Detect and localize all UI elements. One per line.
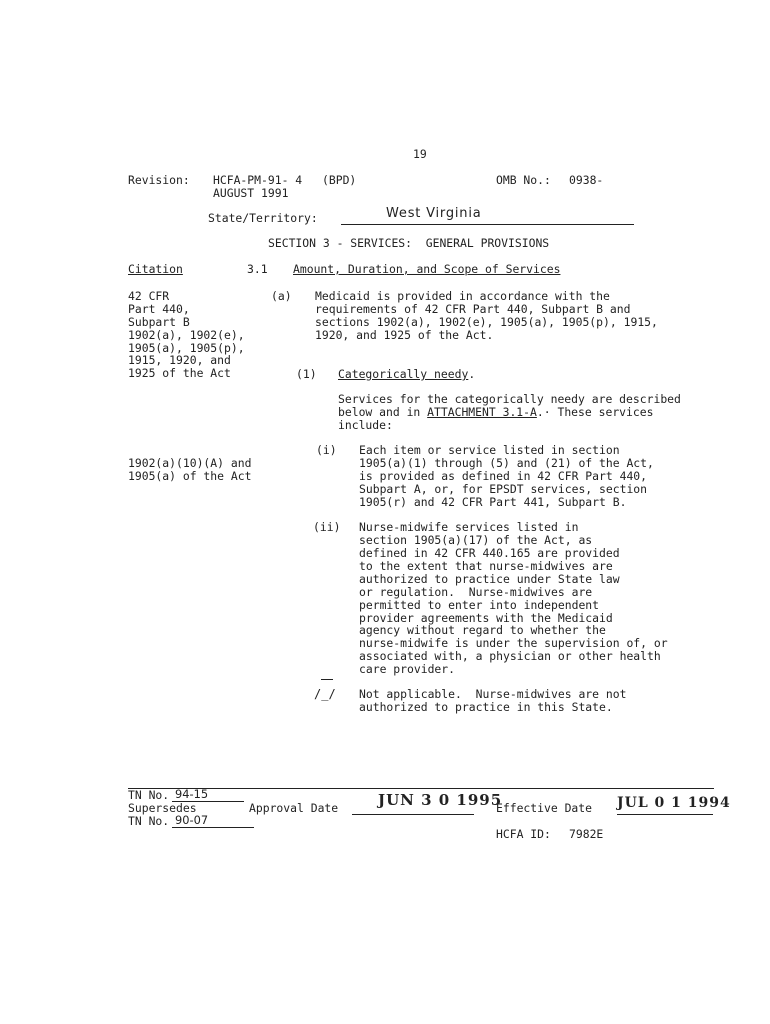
item-ii-line: Nurse-midwife services listed in [359, 520, 579, 534]
item-1-heading-wrap [338, 368, 475, 381]
item-1-heading-end: . [468, 367, 476, 381]
omb-label: OMB No.: [496, 173, 551, 187]
subsection-number: 3.1 [247, 262, 268, 276]
item-a-line: requirements of 42 CFR Part 440, Subpart B and [315, 302, 631, 316]
subsection-title: Amount, Duration, and Scope of Services [293, 262, 561, 276]
item-1-intro-line2 [338, 406, 653, 419]
not-applicable-checkbox: /_/ [314, 687, 336, 701]
citation-line: 1902(a), 1902(e), [128, 328, 245, 342]
citation-line: 1905(a), 1905(p), [128, 341, 245, 355]
item-ii-line: defined in 42 CFR 440.165 are provided [359, 546, 620, 560]
tn-label: TN No. [128, 788, 170, 802]
hcfa-id-label: HCFA ID: [496, 827, 551, 841]
citation-line: 42 CFR [128, 289, 170, 303]
bpd-label: (BPD) [322, 173, 357, 187]
citation-line: Part 440, [128, 302, 190, 316]
item-i-line: Each item or service listed in section [359, 443, 620, 457]
approval-label: Approval Date [249, 801, 339, 815]
approval-stamp: JUN 3 0 1995 [378, 791, 503, 809]
item-ii-marker: (ii) [313, 520, 341, 534]
item-1-intro-line3: include: [338, 418, 393, 432]
item-ii-line: to the extent that nurse-midwives are [359, 559, 613, 573]
revision-label: Revision: [128, 173, 190, 187]
effective-stamp: JUL 0 1 1994 [617, 795, 731, 811]
approval-underline [352, 814, 474, 815]
tn2-value: 90-07 [175, 813, 209, 827]
footer-rule [128, 788, 714, 789]
item-i-line: 1905(r) and 42 CFR Part 441, Subpart B. [359, 495, 627, 509]
effective-label: Effective Date [496, 801, 593, 815]
supersedes-label: Supersedes [128, 801, 197, 815]
item-i-line: is provided as defined in 42 CFR Part 440, [359, 469, 648, 483]
tn2-value-underline [172, 827, 254, 828]
revision-date: AUGUST 1991 [213, 186, 289, 200]
citation-line: 1925 of the Act [128, 366, 231, 380]
item-a-line: 1920, and 1925 of the Act. [315, 328, 494, 342]
item-ii-line: associated with, a physician or other health [359, 649, 661, 663]
item-i-line: Subpart A, or, for EPSDT services, section [359, 482, 648, 496]
item-ii-line: provider agreements with the Medicaid [359, 611, 613, 625]
hcfa-id-value: 7982E [569, 827, 604, 841]
checkbox-top-bar [321, 679, 333, 680]
item-1-intro-post: .· These services [536, 405, 654, 419]
citation-heading: Citation [128, 262, 183, 276]
item-1-intro-pre: below and in [338, 405, 428, 419]
item-ii-line: care provider. [359, 662, 456, 676]
attachment-link: ATTACHMENT 3.1-A [427, 405, 537, 419]
item-i-marker: (i) [316, 443, 337, 457]
item-a-line: Medicaid is provided in accordance with the [315, 289, 610, 303]
omb-value: 0938- [569, 173, 604, 187]
item-1-heading: Categorically needy [338, 367, 469, 381]
item-ii-line: or regulation. Nurse-midwives are [359, 585, 593, 599]
tn-value: 94-15 [175, 787, 209, 801]
citation-line: 1915, 1920, and [128, 353, 231, 367]
citation-line: 1905(a) of the Act [128, 469, 252, 483]
page-number: 19 [413, 147, 427, 161]
item-1-intro-line1: Services for the categorically needy are described [338, 392, 681, 406]
item-a-line: sections 1902(a), 1902(e), 1905(a), 1905(p), 1915, [315, 315, 658, 329]
not-applicable-line: Not applicable. Nurse-midwives are not [359, 687, 627, 701]
item-1-marker: (1) [296, 367, 317, 381]
tn2-label: TN No. [128, 814, 170, 828]
item-ii-line: permitted to enter into independent [359, 598, 600, 612]
citation-line: Subpart B [128, 315, 190, 329]
citation-line: 1902(a)(10)(A) and [128, 456, 252, 470]
item-i-line: 1905(a)(1) through (5) and (21) of the Act, [359, 456, 654, 470]
effective-underline [617, 814, 713, 815]
not-applicable-line: authorized to practice in this State. [359, 700, 613, 714]
item-a-marker: (a) [271, 289, 292, 303]
item-ii-line: nurse-midwife is under the supervision of, or [359, 636, 668, 650]
item-ii-line: agency without regard to whether the [359, 623, 606, 637]
revision-value: HCFA-PM-91- 4 [213, 173, 303, 187]
section-title: SECTION 3 - SERVICES: GENERAL PROVISIONS [268, 236, 550, 250]
state-underline [341, 224, 634, 225]
item-ii-line: section 1905(a)(17) of the Act, as [359, 533, 593, 547]
item-ii-line: authorized to practice under State law [359, 572, 620, 586]
state-value: West Virginia [386, 206, 482, 221]
state-label: State/Territory: [208, 211, 318, 225]
